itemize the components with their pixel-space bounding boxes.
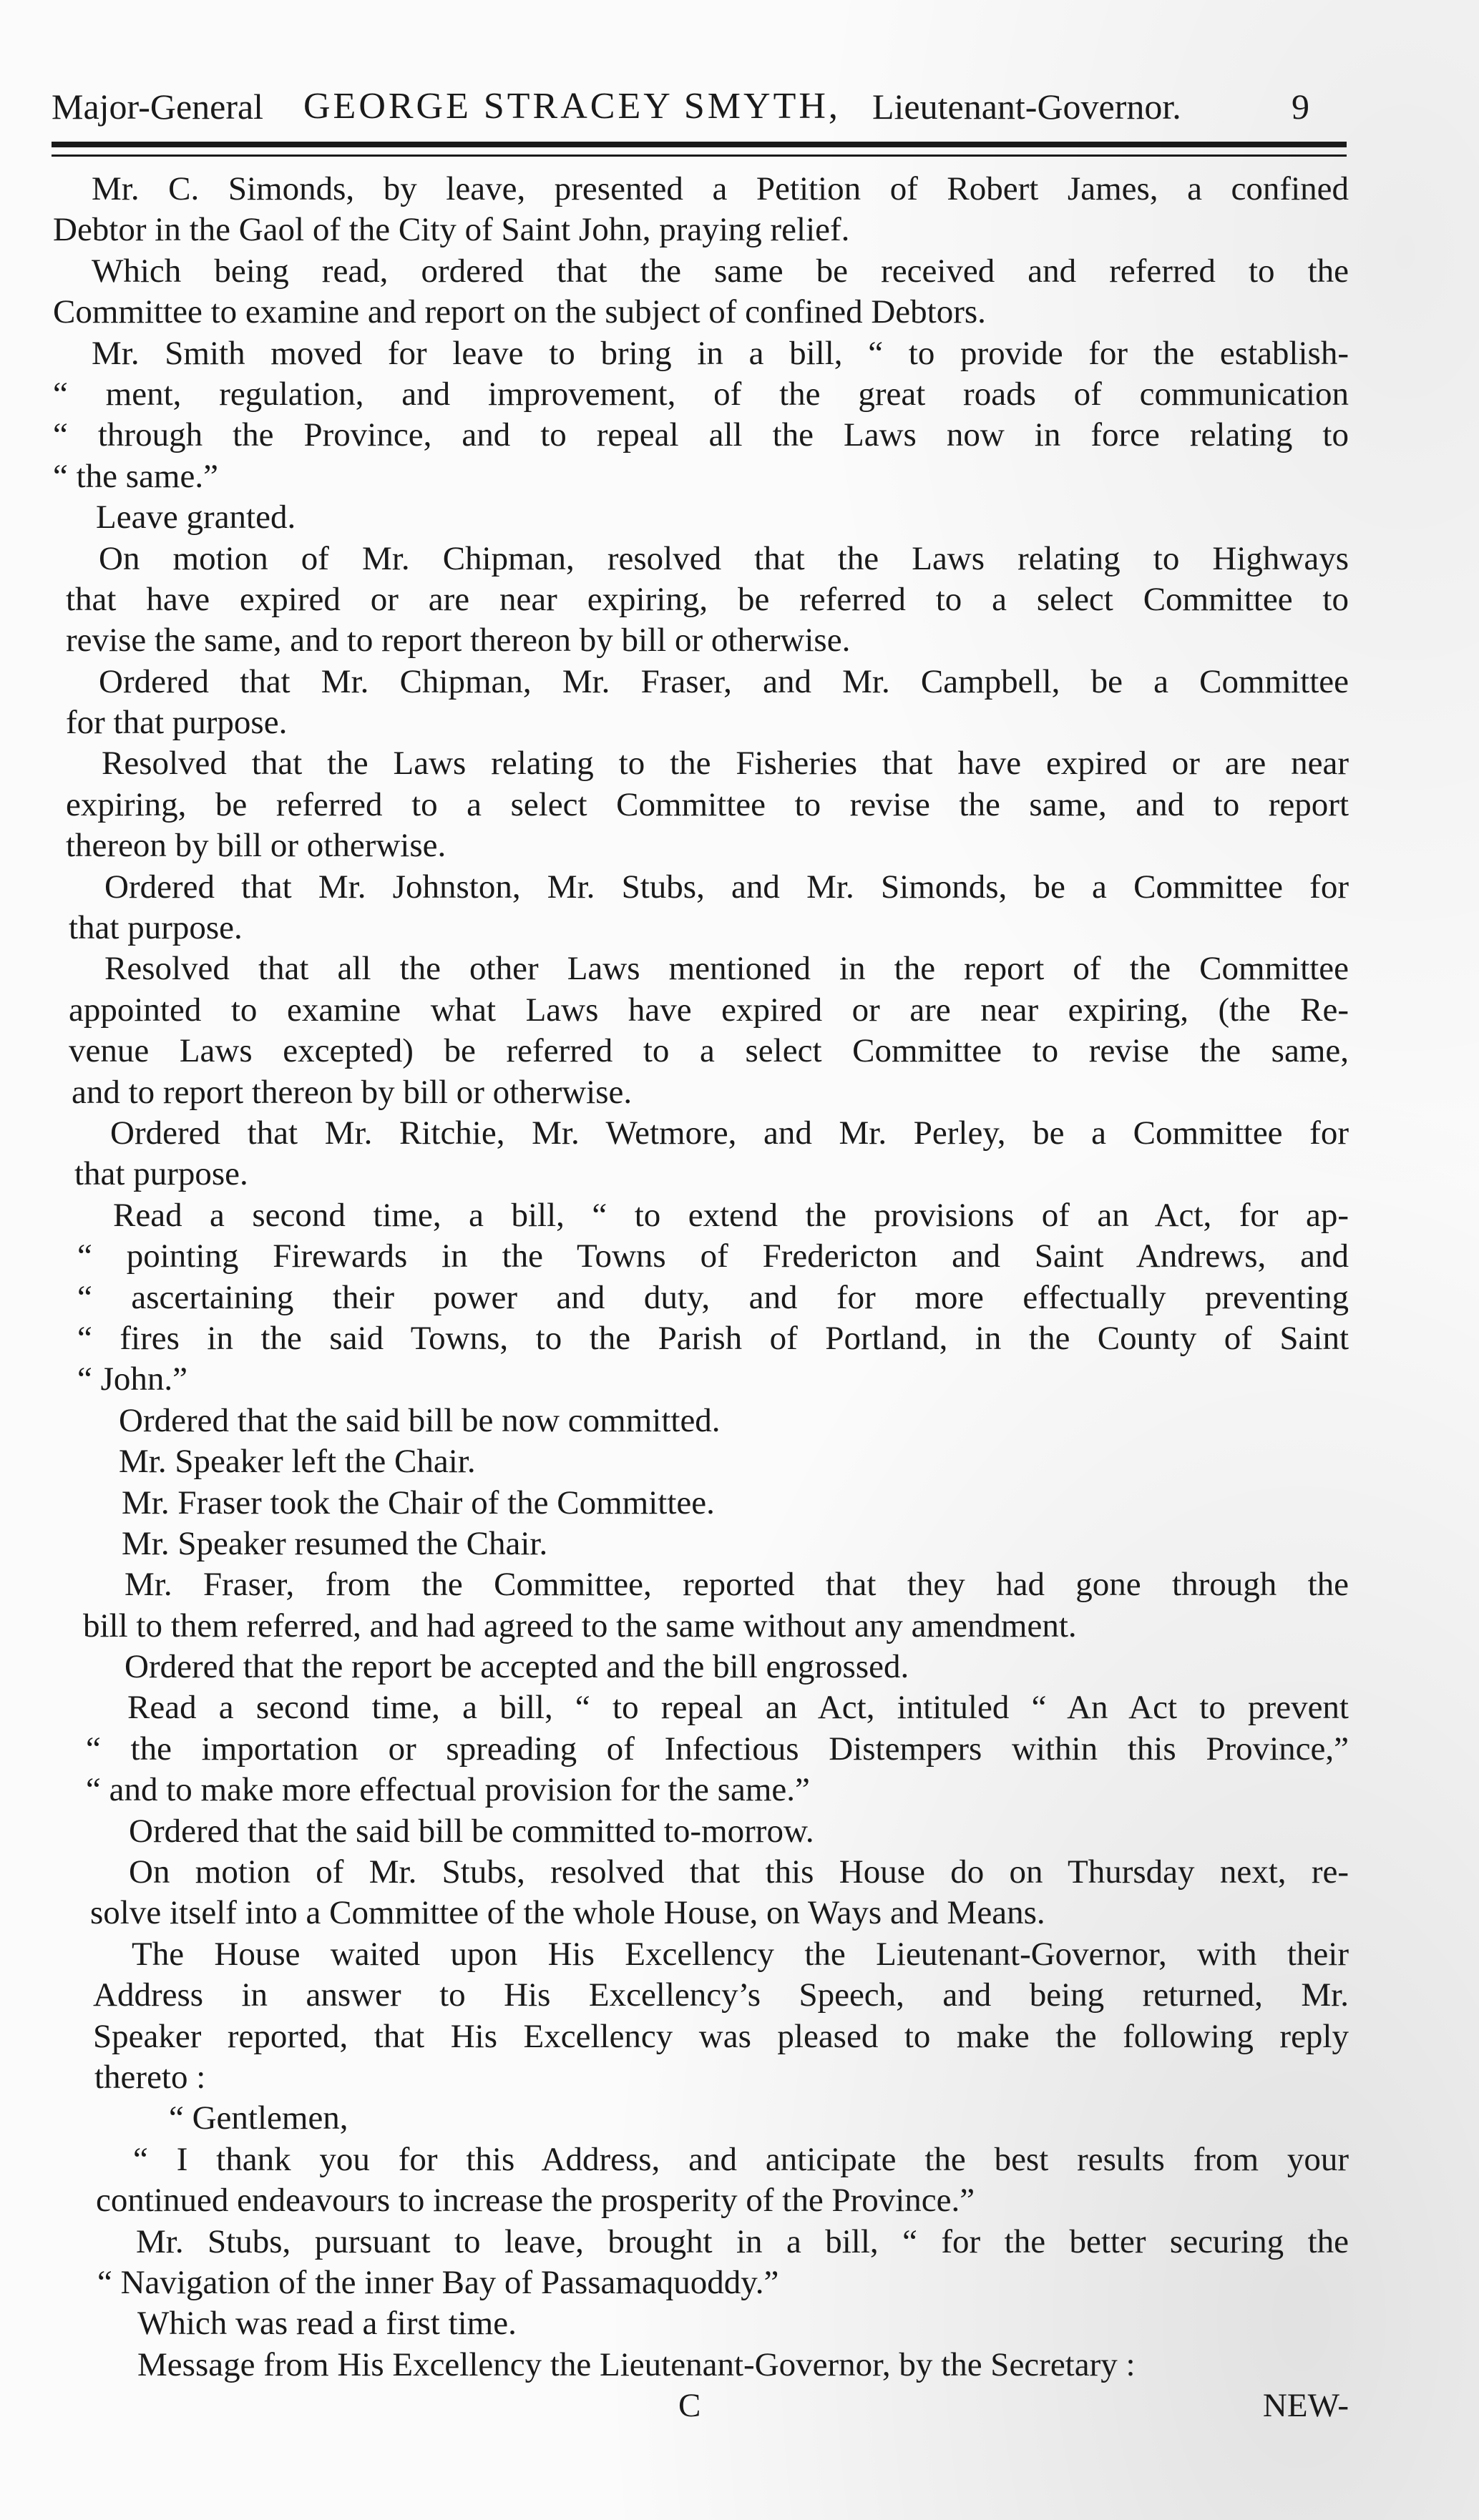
text-line: bill to them referred, and had agreed to the same without any amendment. [83, 1607, 1077, 1644]
text-line: Ordered that Mr. Ritchie, Mr. Wetmore, and Mr. Perley, be a Committee for [110, 1114, 1349, 1152]
text-line: “ ascertaining their power and duty, and for more effectually preventing [77, 1278, 1349, 1316]
text-line: “ I thank you for this Address, and anticipate the best results from your [133, 2140, 1349, 2178]
text-line: “ fires in the said Towns, to the Parish of Portland, in the County of Saint [77, 1319, 1349, 1357]
page-number: 9 [1292, 87, 1309, 127]
text-line: that purpose. [74, 1155, 248, 1193]
text-line: On motion of Mr. Stubs, resolved that this House do on Thursday next, re- [129, 1853, 1349, 1891]
text-line: “ ment, regulation, and improvement, of the great roads of communication [53, 375, 1349, 413]
text-line: Debtor in the Gaol of the City of Saint John, praying relief. [53, 211, 850, 249]
text-line: “ John.” [77, 1360, 188, 1398]
text-line: Which being read, ordered that the same be received and referred to the [92, 252, 1349, 290]
header-rule-thin [52, 155, 1347, 157]
text-line: thereon by bill or otherwise. [66, 827, 446, 865]
text-line: and to report thereon by bill or otherwise. [72, 1073, 633, 1111]
header-governor-name: GEORGE STRACEY SMYTH, [303, 86, 841, 127]
text-line: Address in answer to His Excellency’s Speech, and being returned, Mr. [93, 1976, 1349, 2014]
text-line: that purpose. [69, 909, 243, 947]
text-line: “ Gentlemen, [169, 2099, 348, 2137]
text-line: revise the same, and to report thereon by bill or otherwise. [66, 622, 851, 660]
text-line: “ the importation or spreading of Infectious Distempers within this Province,” [86, 1730, 1349, 1768]
text-line: Message from His Excellency the Lieutenant-Governor, by the Secretary : [137, 2345, 1136, 2383]
text-line: expiring, be referred to a select Committee to revise the same, and to report [66, 785, 1349, 823]
text-line: On motion of Mr. Chipman, resolved that the Laws relating to Highways [99, 539, 1349, 577]
text-line: Mr. Fraser, from the Committee, reported that they had gone through the [125, 1566, 1349, 1604]
running-header [52, 74, 1309, 139]
text-line: Mr. Smith moved for leave to bring in a bill, “ to provide for the establish- [92, 334, 1349, 372]
text-line: Ordered that the said bill be now committed. [119, 1401, 721, 1439]
text-line: Leave granted. [96, 499, 296, 536]
text-line: Which was read a first time. [137, 2305, 517, 2343]
text-line: Mr. Speaker resumed the Chair. [122, 1524, 548, 1562]
text-line: “ through the Province, and to repeal all the Laws now in force relating to [53, 416, 1349, 454]
text-line: Ordered that the said bill be committed to-morrow. [129, 1812, 814, 1850]
text-line: Resolved that all the other Laws mentioned in the report of the Committee [104, 950, 1349, 988]
text-line: “ the same.” [53, 457, 218, 495]
text-line: solve itself into a Committee of the whole House, on Ways and Means. [90, 1894, 1045, 1932]
signature-mark: C [678, 2387, 701, 2425]
page-footer [50, 2386, 1349, 2426]
text-line: Committee to examine and report on the subject of confined Debtors. [53, 293, 986, 331]
text-line: “ pointing Firewards in the Towns of Fredericton and Saint Andrews, and [77, 1237, 1349, 1275]
text-line: for that purpose. [66, 704, 288, 742]
text-line: continued endeavours to increase the prosperity of the Province.” [96, 2182, 975, 2220]
text-line: Mr. C. Simonds, by leave, presented a Petition of Robert James, a confined [92, 170, 1349, 207]
journal-text [50, 169, 1349, 2426]
header-office: Lieutenant-Governor. [872, 87, 1181, 127]
text-line: “ Navigation of the inner Bay of Passamaquoddy.” [97, 2263, 779, 2301]
text-line: Ordered that Mr. Chipman, Mr. Fraser, and Mr. Campbell, be a Committee [99, 662, 1349, 700]
header-rule-thick [52, 142, 1347, 147]
text-line: Read a second time, a bill, “ to repeal an Act, intituled “ An Act to prevent [127, 1689, 1349, 1727]
text-line: Resolved that the Laws relating to the Fisheries that have expired or are near [102, 745, 1349, 783]
header-rank: Major-General [52, 87, 264, 127]
text-line: appointed to examine what Laws have expired or are near expiring, (the Re- [69, 991, 1349, 1029]
text-line: Ordered that Mr. Johnston, Mr. Stubs, and Mr. Simonds, be a Committee for [104, 868, 1349, 906]
text-line: The House waited upon His Excellency the Lieutenant-Governor, with their [132, 1935, 1349, 1973]
text-line: thereto : [94, 2058, 206, 2096]
text-line: Mr. Stubs, pursuant to leave, brought in a bill, “ for the better securing the [136, 2222, 1349, 2260]
text-line: “ and to make more effectual provision for the same.” [86, 1771, 810, 1809]
text-line: that have expired or are near expiring, be referred to a select Committee to [66, 580, 1349, 618]
text-line: Speaker reported, that His Excellency was pleased to make the following reply [93, 2017, 1349, 2055]
text-line: venue Laws excepted) be referred to a select Committee to revise the same, [69, 1032, 1349, 1070]
text-line: Mr. Fraser took the Chair of the Committee. [122, 1484, 715, 1521]
text-line: Read a second time, a bill, “ to extend the provisions of an Act, for ap- [113, 1196, 1349, 1234]
catchword: NEW- [1262, 2387, 1349, 2425]
text-line: Ordered that the report be accepted and the bill engrossed. [125, 1648, 909, 1686]
text-line: Mr. Speaker left the Chair. [119, 1443, 476, 1481]
